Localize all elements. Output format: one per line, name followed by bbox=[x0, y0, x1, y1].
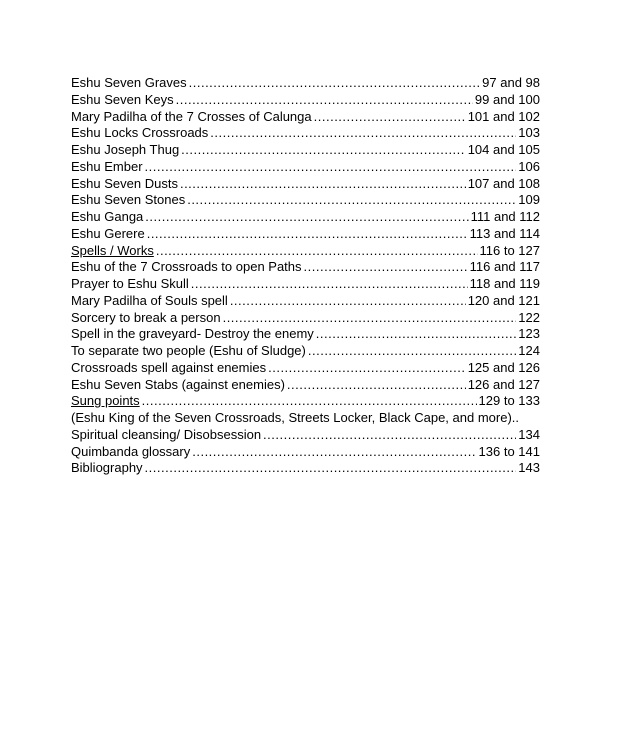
toc-entry bbox=[71, 360, 540, 377]
toc-entry bbox=[71, 343, 540, 360]
toc-entry-title: Quimbanda glossary bbox=[71, 443, 191, 459]
dot-leader bbox=[187, 192, 516, 209]
dot-leader bbox=[230, 293, 466, 310]
dot-leader bbox=[304, 259, 468, 276]
toc-entry-page: 124 bbox=[518, 343, 540, 358]
dot-leader bbox=[176, 92, 473, 109]
toc-entry-title: Spiritual cleansing/ Disobsession bbox=[71, 426, 262, 442]
toc-entry-page: 111 and 112 bbox=[470, 209, 540, 224]
toc-entry-title: To separate two people (Eshu of Sludge) bbox=[71, 343, 306, 358]
dot-leader bbox=[210, 125, 516, 142]
dot-leader bbox=[145, 460, 517, 477]
toc-entry-page: 120 and 121 bbox=[467, 292, 540, 308]
toc-section-heading bbox=[71, 243, 540, 260]
toc-entry-title: Eshu Locks Crossroads bbox=[71, 125, 209, 141]
toc-entry-title: Eshu Seven Stones bbox=[71, 192, 186, 208]
toc-entry-title: Eshu Seven Graves bbox=[71, 75, 187, 90]
toc-entry bbox=[71, 427, 540, 444]
toc-entry bbox=[71, 75, 540, 92]
toc-entry bbox=[71, 125, 540, 142]
toc-entry bbox=[71, 176, 540, 193]
toc-entry-page: 109 bbox=[518, 192, 540, 208]
toc-entry-title: Eshu Ember bbox=[71, 158, 143, 174]
toc-entry-title: Spell in the graveyard- Destroy the enemy bbox=[71, 326, 314, 342]
toc-entry-title: Prayer to Eshu Skull bbox=[71, 276, 189, 291]
toc-entry-page: 107 and 108 bbox=[467, 175, 540, 191]
dot-leader bbox=[180, 176, 466, 193]
toc-entry-title: Eshu Seven Stabs (against enemies) bbox=[71, 376, 285, 392]
dot-leader bbox=[223, 310, 517, 327]
toc-entry-title: Eshu of the 7 Crossroads to open Paths bbox=[71, 259, 302, 275]
toc-entry bbox=[71, 226, 540, 243]
toc-entry-title: Eshu Joseph Thug bbox=[71, 142, 180, 157]
toc-entry-page: 106 bbox=[518, 158, 540, 174]
toc-entry-page: 97 and 98 bbox=[482, 75, 540, 90]
toc-entry-title: Sorcery to break a person bbox=[71, 309, 221, 325]
toc-entry-title: Mary Padilha of Souls spell bbox=[71, 292, 228, 308]
toc-entry-page: 101 and 102 bbox=[467, 108, 540, 124]
dot-leader bbox=[145, 209, 468, 226]
toc-entry bbox=[71, 444, 540, 461]
toc-entry-title: Eshu Seven Dusts bbox=[71, 175, 178, 191]
toc-entry bbox=[71, 377, 540, 394]
toc-entry-page: 129 to 133 bbox=[478, 393, 540, 409]
toc-entry-title: Crossroads spell against enemies bbox=[71, 359, 267, 375]
toc-entry bbox=[71, 259, 540, 276]
toc-entry-page: 113 and 114 bbox=[469, 225, 540, 241]
dot-leader bbox=[181, 142, 466, 159]
toc-entry-page: 116 and 117 bbox=[469, 259, 540, 275]
dot-leader bbox=[314, 109, 466, 126]
dot-leader bbox=[287, 377, 466, 394]
toc-entry-page: 126 and 127 bbox=[467, 376, 540, 392]
dot-leader bbox=[156, 243, 478, 260]
toc-entry bbox=[71, 293, 540, 310]
toc-entry-title: Sung points bbox=[71, 393, 140, 409]
toc-entry-title: Eshu Gerere bbox=[71, 225, 145, 241]
dot-leader bbox=[316, 326, 517, 343]
toc-entry bbox=[71, 209, 540, 226]
toc-entry-title: Eshu Seven Keys bbox=[71, 91, 174, 107]
toc-entry-page: 104 and 105 bbox=[467, 142, 540, 157]
toc-entry-page: 134 bbox=[518, 426, 540, 442]
toc-section-heading bbox=[71, 393, 540, 410]
toc-entry-page: 116 to 127 bbox=[479, 242, 540, 258]
toc-entry bbox=[71, 326, 540, 343]
toc-entry-page: 122 bbox=[518, 309, 540, 325]
dot-leader bbox=[268, 360, 466, 377]
toc-entry-title: Bibliography bbox=[71, 460, 143, 476]
toc-entry-page: 118 and 119 bbox=[469, 276, 540, 291]
toc-entry bbox=[71, 460, 540, 477]
toc-entry-title: (Eshu King of the Seven Crossroads, Streets Locker, Black Cape, and more).. bbox=[71, 410, 519, 425]
table-of-contents bbox=[71, 75, 540, 477]
toc-entry-page: 125 and 126 bbox=[467, 359, 540, 375]
dot-leader bbox=[147, 226, 468, 243]
dot-leader bbox=[192, 444, 476, 461]
toc-entry bbox=[71, 276, 540, 293]
toc-entry-page: 99 and 100 bbox=[474, 91, 540, 107]
toc-entry-page: 136 to 141 bbox=[478, 443, 540, 459]
toc-entry-page: 103 bbox=[518, 125, 540, 141]
dot-leader bbox=[191, 276, 468, 293]
toc-entry-page: 143 bbox=[518, 460, 540, 476]
dot-leader bbox=[263, 427, 516, 444]
toc-entry bbox=[71, 159, 540, 176]
toc-entry-title: Spells / Works bbox=[71, 242, 154, 258]
toc-entry-page: 123 bbox=[518, 326, 540, 342]
toc-entry bbox=[71, 310, 540, 327]
toc-entry-title: Mary Padilha of the 7 Crosses of Calunga bbox=[71, 108, 312, 124]
toc-entry bbox=[71, 109, 540, 126]
dot-leader bbox=[142, 393, 477, 410]
toc-entry bbox=[71, 142, 540, 159]
dot-leader bbox=[145, 159, 517, 176]
toc-entry bbox=[71, 410, 540, 427]
dot-leader bbox=[189, 75, 481, 92]
toc-entry-title: Eshu Ganga bbox=[71, 209, 144, 224]
dot-leader bbox=[308, 343, 516, 360]
toc-entry bbox=[71, 192, 540, 209]
toc-entry bbox=[71, 92, 540, 109]
